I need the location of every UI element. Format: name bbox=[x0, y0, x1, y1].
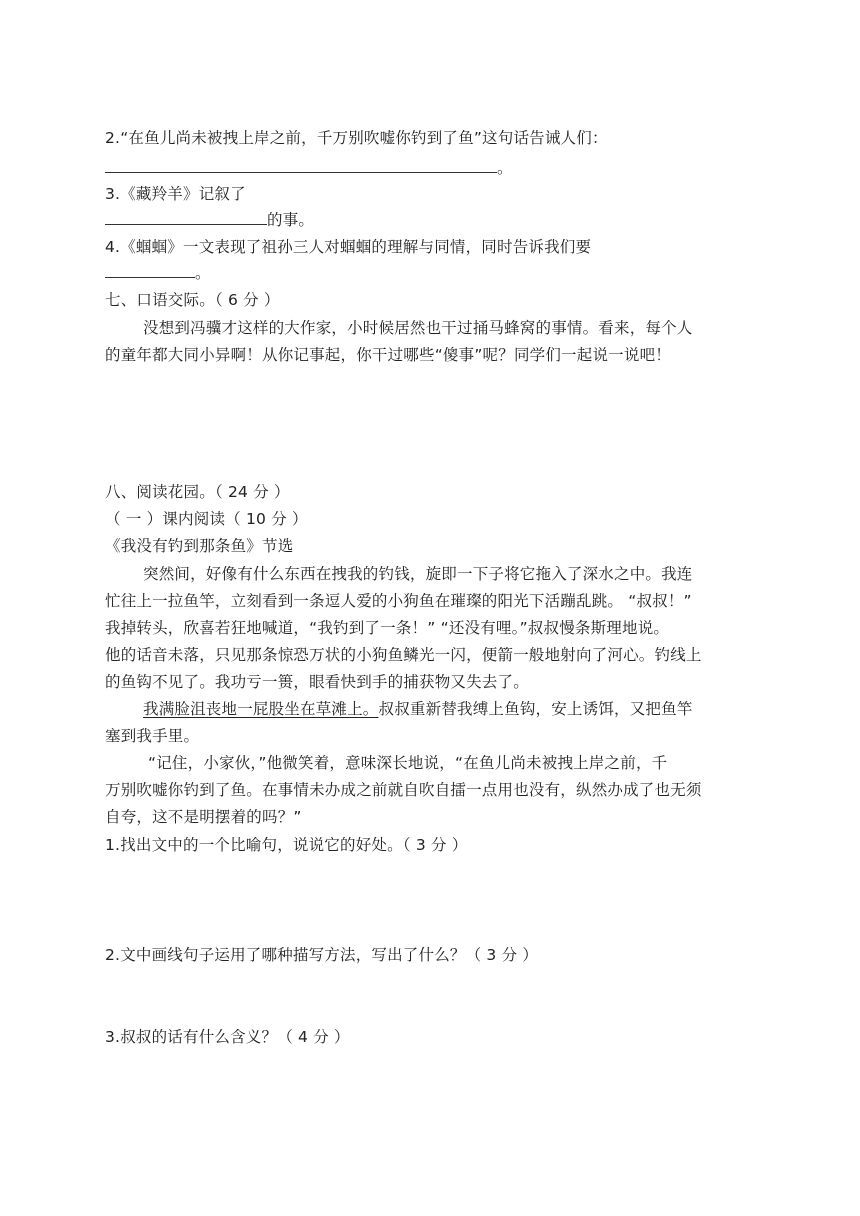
underlined-sentence: 我满脸沮丧地一屁股坐在草滩上。 bbox=[143, 700, 379, 718]
passage-line: 突然间，好像有什么东西在拽我的钓钱，旋即一下子将它拖入了深水之中。我连 bbox=[143, 565, 693, 583]
reading-question-2: 2.文中画线句子运用了哪种描写方法，写出了什么？（ 3 分 ） bbox=[105, 946, 539, 964]
section-7-paragraph-line: 没想到冯骥才这样的大作家，小时候居然也干过捅马蜂窝的事情。看来，每个人 bbox=[143, 319, 693, 337]
passage-line: 我满脸沮丧地一屁股坐在草滩上。叔叔重新替我缚上鱼钩，安上诱饵，又把鱼竿 bbox=[143, 700, 693, 718]
passage-title: 《我没有钓到那条鱼》节选 bbox=[105, 537, 294, 555]
passage-line: 他的话音未落，只见那条惊恐万状的小狗鱼鳞光一闪，便箭一般地射向了河心。钓线上 bbox=[105, 646, 702, 664]
passage-line: 我掉转头，欣喜若狂地喊道，“我钓到了一条！” “还没有哩。”叔叔慢条斯理地说。 bbox=[105, 619, 670, 637]
section-7-heading: 七、口语交际。（ 6 分 ） bbox=[105, 291, 280, 309]
reading-question-3: 3.叔叔的话有什么含义？（ 4 分 ） bbox=[105, 1028, 350, 1046]
question-3-answer-line: 的事。 bbox=[105, 210, 314, 230]
question-3: 3.《藏羚羊》记叙了 bbox=[105, 185, 246, 203]
question-2: 2.“在鱼儿尚未被拽上岸之前，千万别吹嘘你钓到了鱼”这句话告诫人们： bbox=[105, 129, 608, 147]
answer-blank[interactable] bbox=[105, 210, 267, 225]
section-8-heading: 八、阅读花园。（ 24 分 ） bbox=[105, 483, 290, 501]
answer-blank[interactable] bbox=[105, 158, 497, 173]
passage-line: 万别吹嘘你钓到了鱼。在事情未办成之前就自吹自擂一点用也没有，纵然办成了也无须 bbox=[105, 781, 702, 799]
section-8-subheading: （ 一 ）课内阅读（ 10 分 ） bbox=[105, 510, 308, 528]
question-4-answer-line: 。 bbox=[105, 263, 211, 283]
question-2-answer-line: 。 bbox=[105, 158, 513, 178]
passage-line: 的鱼钩不见了。我功亏一篑，眼看快到手的捕获物又失去了。 bbox=[105, 673, 529, 691]
passage-line: “记住，小家伙，”他微笑着，意味深长地说，“在鱼儿尚未被拽上岸之前，千 bbox=[148, 754, 668, 772]
passage-line: 塞到我手里。 bbox=[105, 727, 200, 745]
reading-question-1: 1.找出文中的一个比喻句，说说它的好处。（ 3 分 ） bbox=[105, 836, 468, 854]
passage-line: 自夸，这不是明摆着的吗？” bbox=[105, 808, 302, 826]
section-7-paragraph-line: 的童年都大同小异啊！从你记事起，你干过哪些“傻事”呢？同学们一起说一说吧！ bbox=[105, 346, 671, 364]
answer-blank[interactable] bbox=[105, 263, 195, 278]
question-4: 4.《蝈蝈》一文表现了祖孙三人对蝈蝈的理解与同情，同时告诉我们要 bbox=[105, 238, 592, 256]
passage-line: 忙往上一拉鱼竿，立刻看到一条逗人爱的小狗鱼在璀璨的阳光下活蹦乱跳。 “叔叔！” bbox=[105, 592, 692, 610]
